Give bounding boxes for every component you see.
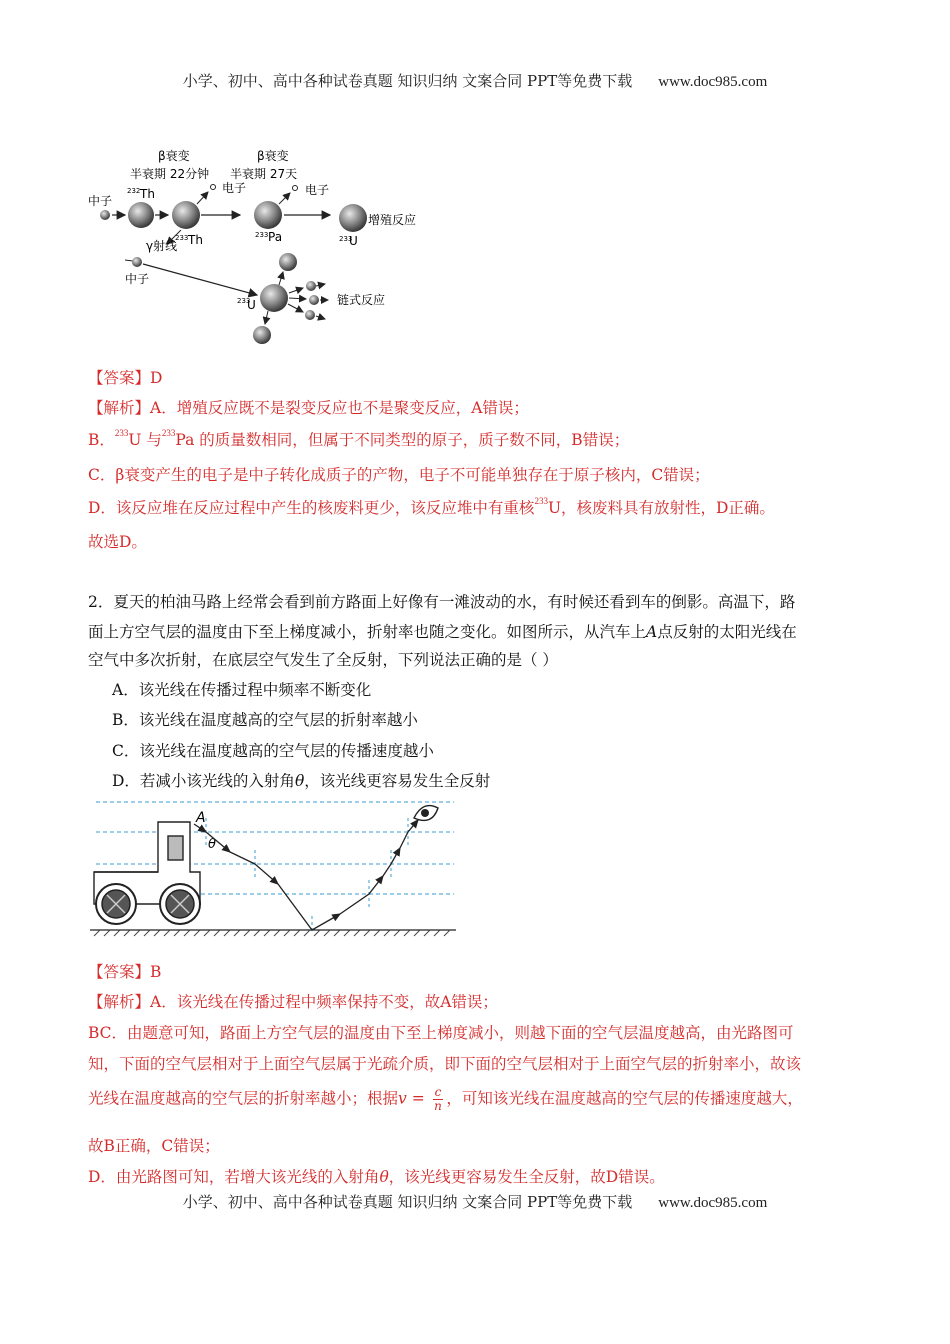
light-ray	[194, 820, 418, 930]
q2-option-c: C．该光线在温度越高的空气层的传播速度越小	[112, 742, 434, 760]
beta2-label: β衰变	[257, 149, 289, 163]
th233-mass: 233	[175, 234, 189, 242]
u233b-mass: 233	[237, 297, 251, 305]
q2-answer: 【答案】B	[88, 963, 162, 981]
footer-site: www.doc985.com	[658, 1195, 768, 1211]
u233-chain-ball	[260, 284, 288, 312]
th232-mass: 232	[127, 187, 141, 195]
q2-analysis-a: 【解析】A．该光线在传播过程中频率保持不变，故A错误；	[88, 993, 498, 1011]
neutron-out1	[306, 281, 316, 291]
point-a-label: A	[196, 810, 206, 826]
th233-ball	[172, 201, 200, 229]
header-site: www.doc985.com	[658, 74, 768, 90]
header-text: 小学、初中、高中各种试卷真题 知识归纳 文案合同 PPT等免费下载	[182, 72, 633, 90]
road-ground	[90, 930, 456, 936]
q1-conclusion: 故选D。	[88, 533, 147, 551]
pa233-ball	[254, 201, 282, 229]
neutron-ball	[100, 210, 110, 220]
pa233-symbol: Pa	[268, 230, 283, 244]
th232-ball	[128, 202, 154, 228]
electron1-dot	[211, 185, 216, 190]
fragment1-ball	[279, 253, 297, 271]
page-footer	[0, 1191, 950, 1212]
q2-analysis-d: D．由光路图可知，若增大该光线的入射角θ，该光线更容易发生全反射，故D错误。	[88, 1168, 665, 1186]
electron2-dot	[293, 186, 298, 191]
q2-answer-value: B	[150, 963, 162, 981]
footer-text: 小学、初中、高中各种试卷真题 知识归纳 文案合同 PPT等免费下载	[182, 1193, 633, 1211]
q2-option-d: D．若减小该光线的入射角θ，该光线更容易发生全反射	[112, 772, 491, 790]
neutron-out2	[309, 295, 319, 305]
q2-stem-line1: 2．夏天的柏油马路上经常会看到前方路面上好像有一滩波动的水，有时候还看到车的倒影。高温下，路	[88, 593, 796, 611]
theta-label: θ	[208, 837, 216, 852]
q2-stem-line2: 面上方空气层的温度由下至上梯度减小，折射率也随之变化。如图所示，从汽车上A点反射的太阳光线在	[88, 623, 797, 641]
u233-mass: 233	[339, 235, 353, 243]
q2-analysis-bc4: 故B正确，C错误；	[88, 1137, 220, 1155]
neutron-out3	[305, 310, 315, 320]
q2-stem-line3: 空气中多次折射，在底层空气发生了全反射，下列说法正确的是（ ）	[88, 651, 558, 669]
chain-label: 链式反应	[337, 293, 386, 307]
q2-option-b: B．该光线在温度越高的空气层的折射率越小	[112, 711, 418, 729]
q1-analysis-c: C．β衰变产生的电子是中子转化成质子的产物，电子不可能单独存在于原子核内，C错误；	[88, 466, 710, 484]
q2-analysis-bc2: 知，下面的空气层相对于上面空气层属于光疏介质，即下面的空气层相对于上面空气层的折射率小，故该	[88, 1055, 802, 1073]
q2-analysis-bc1: BC．由题意可知，路面上方空气层的温度由下至上梯度减小，则越下面的空气层温度越高，由光路图可	[88, 1024, 794, 1042]
normal-lines	[206, 818, 408, 934]
neutron2-label: 中子	[125, 272, 150, 286]
q1-analysis-a: 【解析】A．增殖反应既不是裂变反应也不是聚变反应，A错误；	[88, 399, 529, 417]
q1-analysis-d: D．该反应堆在反应过程中产生的核废料更少，该反应堆中有重核$^{233}$U，核废料具有放射性，D正确。	[88, 496, 775, 517]
formula-fraction: $\frac{c}{n}$	[434, 1085, 442, 1113]
mirage-light-path-diagram	[88, 796, 460, 941]
fragment2-ball	[253, 326, 271, 344]
neutron2-ball	[132, 257, 142, 267]
nuclear-reaction-diagram	[85, 140, 445, 355]
car-wheel-rear	[96, 884, 136, 924]
gamma-label: γ射线	[146, 239, 178, 253]
neutron-label: 中子	[88, 194, 113, 208]
electron1-label: 电子	[222, 181, 247, 195]
half1-label: 半衰期 22分钟	[130, 167, 210, 181]
q2-analysis-bc3: 光线在温度越高的空气层的折射率越小；根据v = $\frac{c}{n}$ ，可知该光线在温度越高的空气层的传播速度越大，	[88, 1085, 803, 1113]
q1-analysis-b: B．$^{233}$U 与$^{233}$Pa 的质量数相同，但属于不同类型的原子，质子数不同，B错误；	[88, 428, 630, 449]
observer-eye-icon	[414, 806, 438, 821]
beta1-label: β衰变	[158, 149, 190, 163]
u233-symbol: U	[349, 234, 358, 248]
q1-answer: 【答案】D	[88, 369, 163, 387]
electron2-label: 电子	[305, 183, 330, 197]
breeding-label: 增殖反应	[368, 213, 417, 227]
page-header	[0, 70, 950, 91]
th233-symbol: Th	[188, 233, 203, 247]
car-wheel-front	[160, 884, 200, 924]
half2-label: 半衰期 27天	[230, 167, 298, 181]
q1-answer-value: D	[150, 369, 163, 387]
pa233-mass: 233	[255, 231, 269, 239]
th232-symbol: Th	[140, 187, 155, 201]
u233b-symbol: U	[247, 298, 256, 312]
u233-ball	[339, 204, 367, 232]
q2-option-a: A．该光线在传播过程中频率不断变化	[112, 681, 372, 699]
